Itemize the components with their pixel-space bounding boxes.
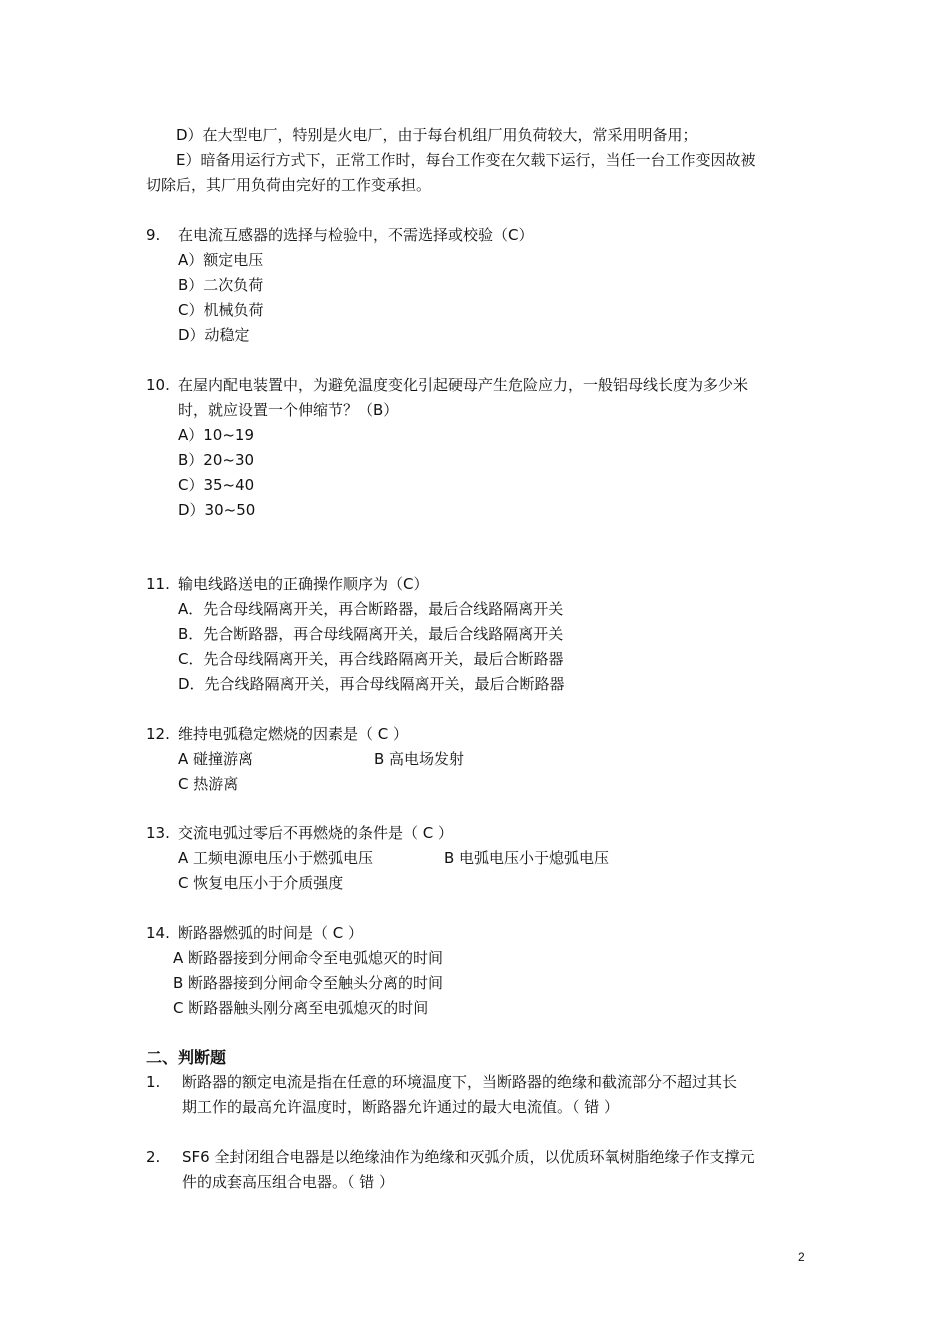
q9-option-a: A）额定电压	[178, 251, 264, 269]
section-title-judgement: 二、判断题	[146, 1048, 227, 1067]
q12-option-a: A 碰撞游离	[178, 750, 254, 768]
q10-option-b: B）20~30	[178, 451, 255, 469]
q11-number: 11.	[146, 575, 170, 593]
q8-option-e-line2: 切除后，其厂用负荷由完好的工作变承担。	[146, 176, 432, 194]
j1-number: 1.	[146, 1073, 161, 1091]
q8-option-e-line1: E）暗备用运行方式下，正常工作时，每台工作变在欠载下运行，当任一台工作变因故被	[176, 151, 756, 169]
q10-option-a: A）10~19	[178, 426, 255, 444]
j1-text-line1: 断路器的额定电流是指在任意的环境温度下，当断路器的绝缘和截流部分不超过其长	[182, 1073, 738, 1091]
q11-option-b: B．先合断路器，再合母线隔离开关，最后合线路隔离开关	[178, 625, 564, 643]
q10-text-line1: 在屋内配电装置中，为避免温度变化引起硬母产生危险应力，一般铝母线长度为多少米	[178, 376, 749, 394]
q14-option-c: C 断路器触头刚分离至电弧熄灭的时间	[173, 999, 429, 1017]
q11-option-d: D．先合线路隔离开关，再合母线隔离开关，最后合断路器	[178, 675, 565, 693]
page-number: 2	[798, 1250, 805, 1264]
j2-text-line1: SF6 全封闭组合电器是以绝缘油作为绝缘和灭弧介质，以优质环氧树脂绝缘子作支撑元	[182, 1148, 755, 1166]
q11-option-c: C．先合母线隔离开关，再合线路隔离开关，最后合断路器	[178, 650, 564, 668]
q13-option-b: B 电弧电压小于熄弧电压	[444, 849, 610, 867]
j1-text-line2: 期工作的最高允许温度时，断路器允许通过的最大电流值。（ 错 ）	[182, 1098, 620, 1116]
q8-option-d: D）在大型电厂，特别是火电厂，由于每台机组厂用负荷较大，常采用明备用；	[176, 126, 698, 144]
q9-text: 在电流互感器的选择与检验中，不需选择或校验（C）	[178, 226, 534, 244]
j2-number: 2.	[146, 1148, 161, 1166]
q13-option-c: C 恢复电压小于介质强度	[178, 874, 344, 892]
q13-text: 交流电弧过零后不再燃烧的条件是（ C ）	[178, 824, 454, 842]
q9-option-d: D）动稳定	[178, 326, 250, 344]
q9-option-b: B）二次负荷	[178, 276, 264, 294]
q11-option-a: A．先合母线隔离开关，再合断路器，最后合线路隔离开关	[178, 600, 564, 618]
q12-number: 12.	[146, 725, 170, 743]
q14-option-b: B 断路器接到分闸命令至触头分离的时间	[173, 974, 444, 992]
q13-number: 13.	[146, 824, 170, 842]
j2-text-line2: 件的成套高压组合电器。（ 错 ）	[182, 1173, 395, 1191]
q14-text: 断路器燃弧的时间是（ C ）	[178, 924, 364, 942]
q13-option-a: A 工频电源电压小于燃弧电压	[178, 849, 374, 867]
q10-text-line2: 时，就应设置一个伸缩节？（B）	[178, 401, 399, 419]
q9-number: 9.	[146, 226, 161, 244]
q12-text: 维持电弧稳定燃烧的因素是（ C ）	[178, 725, 409, 743]
q11-text: 输电线路送电的正确操作顺序为（C）	[178, 575, 429, 593]
q10-number: 10.	[146, 376, 170, 394]
q12-option-c: C 热游离	[178, 775, 239, 793]
q10-option-d: D）30~50	[178, 501, 256, 519]
q10-option-c: C）35~40	[178, 476, 255, 494]
q9-option-c: C）机械负荷	[178, 301, 264, 319]
q14-number: 14.	[146, 924, 170, 942]
q14-option-a: A 断路器接到分闸命令至电弧熄灭的时间	[173, 949, 444, 967]
q12-option-b: B 高电场发射	[374, 750, 465, 768]
